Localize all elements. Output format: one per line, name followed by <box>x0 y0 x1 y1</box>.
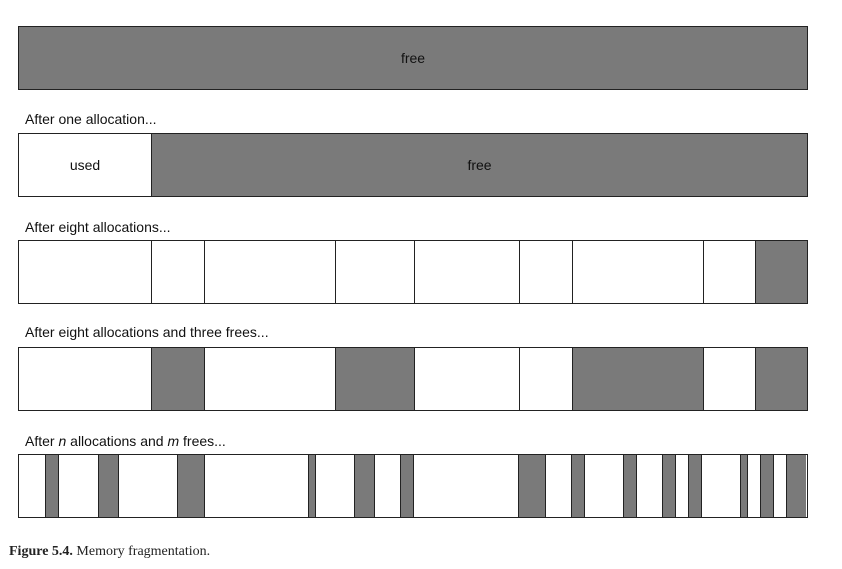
segment-used <box>636 455 662 517</box>
segment-free <box>786 455 806 517</box>
segment-free <box>755 241 807 303</box>
segment-used <box>118 455 177 517</box>
segment-free <box>177 455 204 517</box>
caption-var-m: m <box>167 433 180 449</box>
segment-used <box>19 241 151 303</box>
segment-label: free <box>400 50 426 66</box>
segment-used <box>773 455 786 517</box>
caption-part-3: frees... <box>179 433 226 449</box>
memory-bar-eight-allocations <box>18 240 808 304</box>
segment-used <box>675 455 688 517</box>
segment-free <box>354 455 374 517</box>
segment-free <box>151 134 807 196</box>
segment-free <box>151 348 204 410</box>
segment-used <box>204 455 308 517</box>
segment-free <box>335 348 414 410</box>
figure-title: Memory fragmentation. <box>76 544 211 559</box>
caption-var-n: n <box>58 433 67 449</box>
segment-used <box>701 455 740 517</box>
segment-label: free <box>467 157 492 173</box>
segment-used <box>703 348 755 410</box>
segment-used <box>315 455 354 517</box>
segment-label: used <box>69 157 101 173</box>
segment-used <box>572 241 703 303</box>
segment-used <box>413 455 518 517</box>
caption-part-1: After <box>25 433 59 449</box>
segment-free <box>571 455 584 517</box>
segment-used <box>703 241 755 303</box>
segment-used <box>584 455 623 517</box>
figure-label: Figure 5.4. <box>9 544 73 559</box>
segment-used <box>519 348 572 410</box>
segment-free <box>688 455 701 517</box>
memory-bar-initial <box>18 26 808 90</box>
caption-part-2: allocations and <box>66 433 168 449</box>
segment-free <box>308 455 315 517</box>
segment-used <box>19 134 151 196</box>
segment-free <box>518 455 545 517</box>
segment-used <box>19 455 45 517</box>
segment-used <box>19 348 151 410</box>
segment-used <box>204 348 335 410</box>
segment-used <box>545 455 571 517</box>
segment-used <box>414 348 519 410</box>
caption-after-n-allocations-m-frees <box>25 433 226 449</box>
segment-used <box>414 241 519 303</box>
caption-after-eight-allocations-three-frees: After eight allocations and three frees... <box>25 324 269 340</box>
memory-bar-n-allocations-m-frees <box>18 454 808 518</box>
segment-free <box>740 455 747 517</box>
segment-free <box>19 27 807 89</box>
segment-used <box>747 455 760 517</box>
segment-free <box>760 455 773 517</box>
segment-used <box>374 455 400 517</box>
caption-after-one-allocation: After one allocation... <box>25 111 157 127</box>
segment-used <box>519 241 572 303</box>
segment-free <box>662 455 675 517</box>
segment-used <box>151 241 204 303</box>
segment-free <box>755 348 807 410</box>
memory-bar-eight-allocations-three-frees <box>18 347 808 411</box>
segment-used <box>204 241 335 303</box>
segment-used <box>335 241 414 303</box>
segment-free <box>623 455 636 517</box>
segment-free <box>98 455 118 517</box>
segment-free <box>45 455 58 517</box>
segment-used <box>58 455 98 517</box>
memory-bar-one-allocation <box>18 133 808 197</box>
figure-caption <box>9 544 210 560</box>
segment-free <box>572 348 703 410</box>
caption-after-eight-allocations: After eight allocations... <box>25 219 171 235</box>
segment-free <box>400 455 413 517</box>
